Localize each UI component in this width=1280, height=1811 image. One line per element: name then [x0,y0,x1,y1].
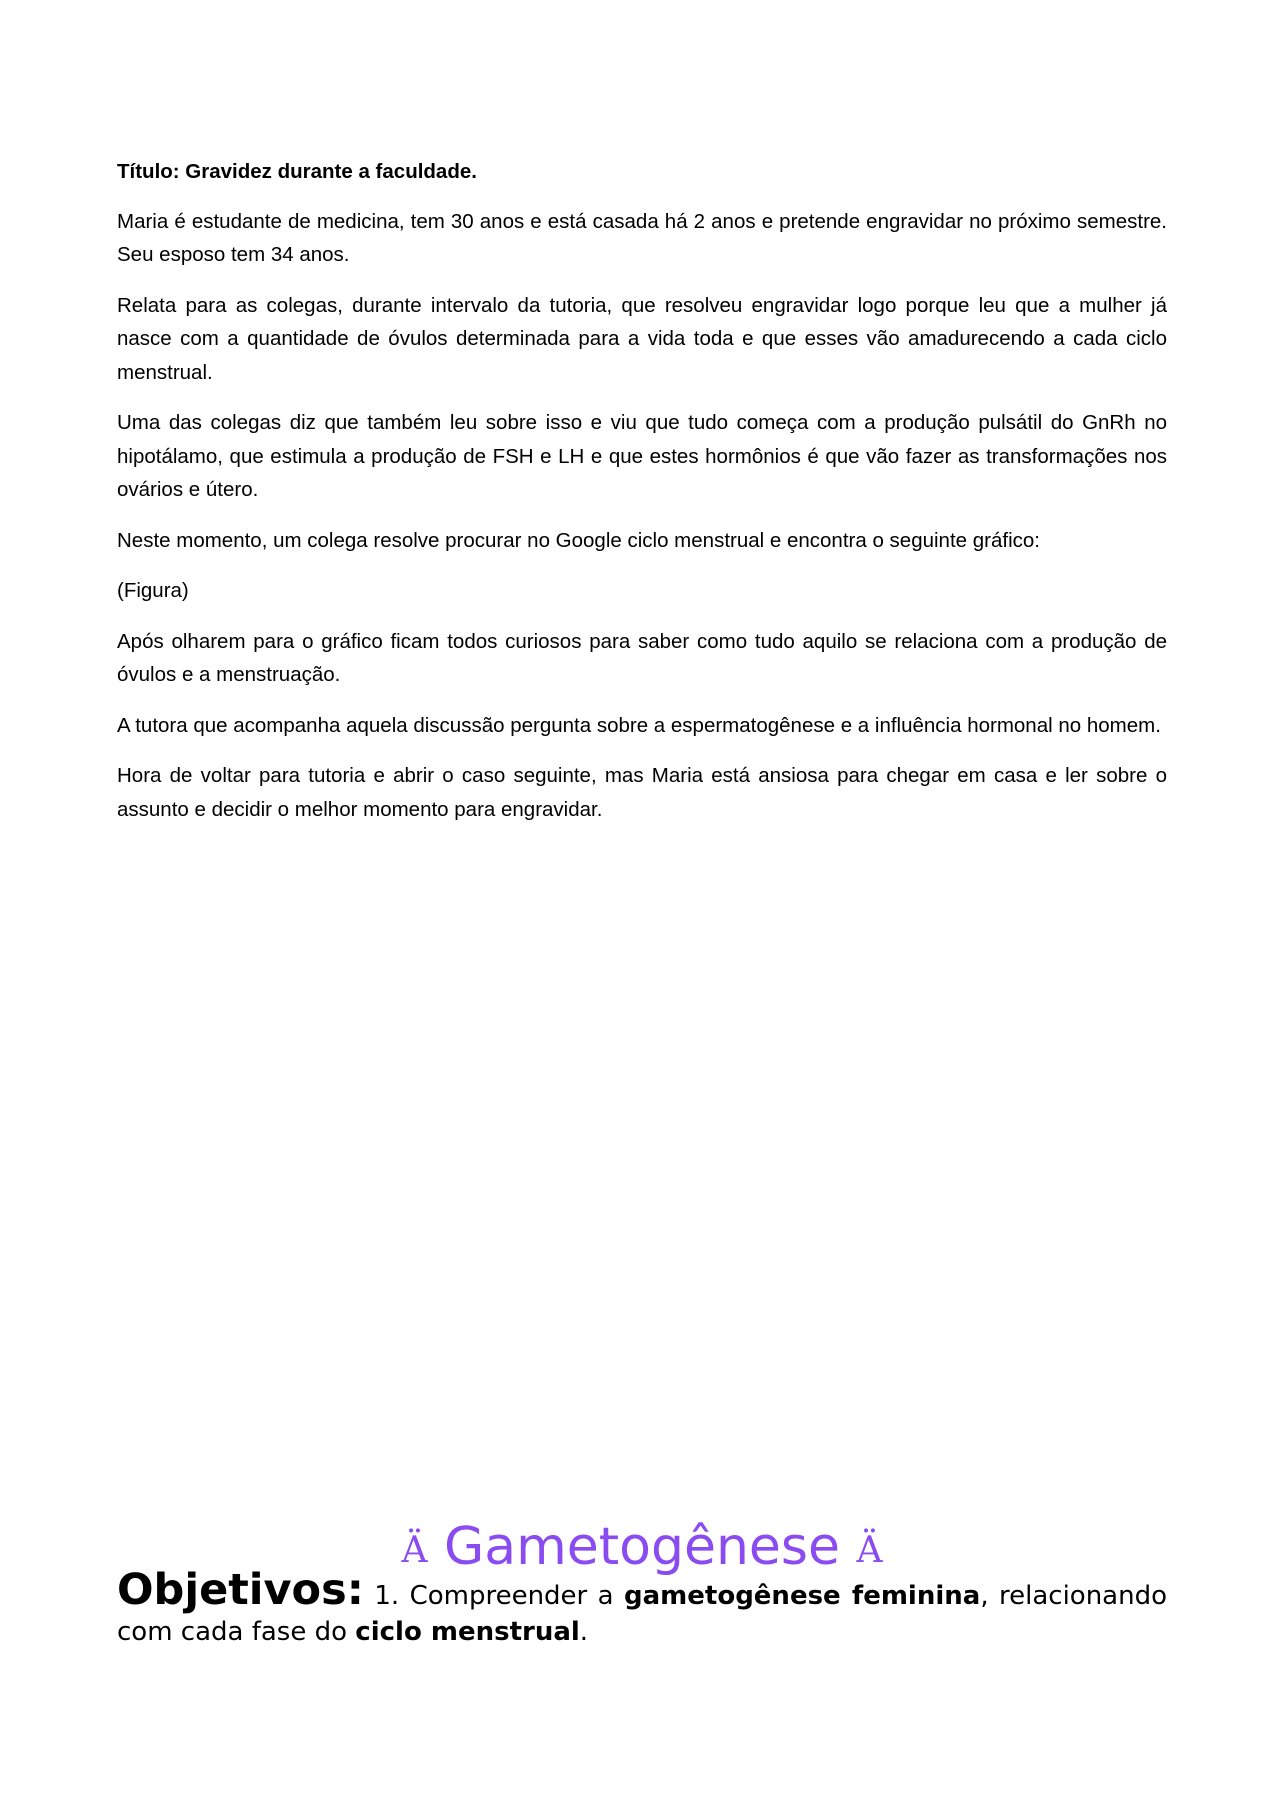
objective-number: 1. [374,1581,400,1611]
case-paragraph-7: Hora de voltar para tutoria e abrir o caso seguinte, mas Maria está ansiosa para chegar em casa e ler sobre o assunto e decidir o melhor momento para engravidar. [117,764,1167,821]
case-paragraph-4: Neste momento, um colega resolve procurar no Google ciclo menstrual e encontra o seguinte gráfico: [117,528,1040,552]
objective-text-1: Compreender a [409,1581,614,1611]
case-title: Título: Gravidez durante a faculdade. [117,160,477,183]
case-paragraph-5: Após olharem para o gráfico ficam todos curiosos para saber como tudo aquilo se relaciona com a produção de óvulos e a menstruação. [117,629,1167,686]
case-paragraph-2: Relata para as colegas, durante intervalo da tutoria, que resolveu engravidar logo porque leu que a mulher já nasce com a quantidade de óvulos determinada para a vida toda e que esses vão amadurecendo a cada ciclo menstrual. [117,293,1167,384]
objective-bold-1: gametogênese feminina [624,1581,981,1611]
case-paragraph-3: Uma das colegas diz que também leu sobre isso e viu que tudo começa com a produção pulsátil do GnRh no hipotálamo, que estimula a produção de FSH e LH e que estes hormônios é que vão fazer as transformações nos ovários e útero. [117,411,1167,501]
objective-bold-2: ciclo menstrual [355,1617,580,1647]
objectives-label: Objetivos: [117,1565,364,1615]
ornament-right: Ä [856,1530,883,1571]
figure-placeholder: (Figura) [117,579,189,602]
case-paragraph-1: Maria é estudante de medicina, tem 30 anos e está casada há 2 anos e pretende engravidar no próximo semestre. Seu esposo tem 34 anos. [117,209,1167,266]
section-heading-text: Gametogênese [443,1517,841,1577]
case-text [117,155,1167,843]
objective-text-3: . [579,1617,589,1647]
case-paragraph-6: A tutora que acompanha aquela discussão pergunta sobre a espermatogênese e a influência hormonal no homem. [117,713,1161,737]
ornament-left: Ä [401,1530,428,1571]
objective-text-2: , relacionando com cada fase do [117,1581,1168,1647]
objectives-block [117,1565,1168,1650]
